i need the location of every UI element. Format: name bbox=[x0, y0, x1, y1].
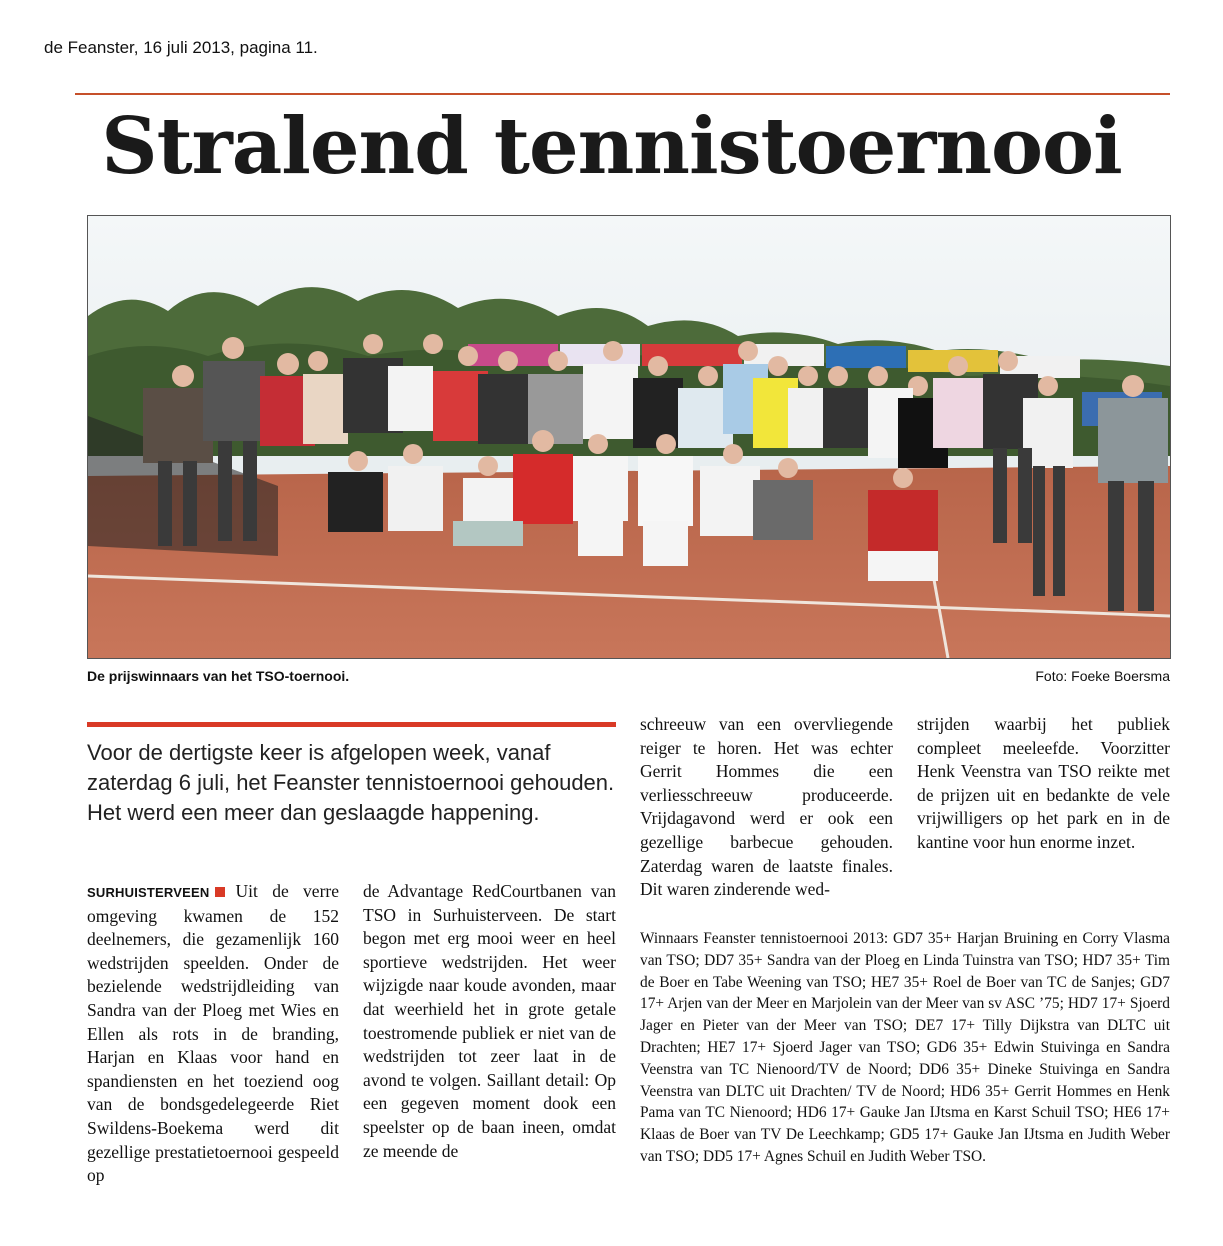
column-1-text: Uit de verre omgeving kwamen de 152 deelnemers, die gezamenlijk 160 wedstrijden speelden. Onder de bezielende wedstrijdleiding van Sandra van der Ploeg met Wies en Ellen als rots in de branding, Harjan en Klaas voor hand en spandiensten en het toeziend oog van de bondsgedelegeerde Riet Swildens-Boekema werd dit gezellige prestatietoernooi gespeeld op bbox=[87, 881, 339, 1186]
lead-paragraph bbox=[87, 738, 617, 828]
photo-credit: Foto: Foeke Boersma bbox=[1035, 668, 1170, 684]
headline: Stralend tennistoernooi bbox=[101, 101, 1122, 192]
article-column-1 bbox=[87, 880, 339, 1188]
dateline-square-icon bbox=[215, 887, 225, 897]
article-column-4 bbox=[917, 713, 1170, 855]
winners-list bbox=[640, 928, 1170, 1168]
header-rule bbox=[75, 93, 1170, 95]
source-line: de Feanster, 16 juli 2013, pagina 11. bbox=[44, 38, 318, 57]
winners-text: Winnaars Feanster tennistoernooi 2013: GD7 35+ Harjan Bruining en Corry Vlasma van TSO; DD7 35+ Sandra van der Ploeg en Linda Tuinstra van TSO; HD7 35+ Tim de Boer en Tabe Weening van TSO; HE7 35+ Roel de Boer van TC de Sanjes; GD7 17+ Arjen van der Meer en Marjolein van der Meer van sv ASC ’75; HD7 17+ Sjoerd Jager en Pieter van der Meer van TSO; DE7 17+ Tilly Dijkstra van DLTC uit Drachten; HE7 17+ Sjoerd Jager van TSO; GD6 35+ Edwin Stuivinga en Sandra Veenstra van TC Nienoord/TV de Noord; DD6 35+ Dineke Stuivinga en Sandra Veenstra van DLTC uit Drachten/ TV de Noord; HD6 35+ Gerrit Hommes en Henk Pama van TC Nienoord; HD6 17+ Gauke Jan IJtsma en Karst Schuil TSO; HE6 17+ Klaas de Boer van TV De Leechkamp; GD5 17+ Gauke Jan IJtsma en Judith Weber van TSO; DD5 17+ Agnes Schuil en Judith Weber TSO. bbox=[640, 930, 1170, 1165]
column-4-text: strijden waarbij het publiek compleet meeleefde. Voorzitter Henk Veenstra van TSO reikte met de prijzen uit en bedankte de vele vrijwilligers op het park en in de kantine voor hun enorme inzet. bbox=[917, 714, 1170, 852]
article-column-2 bbox=[363, 880, 616, 1163]
article-column-3 bbox=[640, 713, 893, 902]
dateline: SURHUISTERVEEN bbox=[87, 885, 210, 900]
group-photo bbox=[87, 215, 1171, 659]
lead-text: Voor de dertigste keer is afgelopen week, vanaf zaterdag 6 juli, het Feanster tennistoernooi gehouden. Het werd een meer dan geslaagde happening. bbox=[87, 740, 615, 825]
photo-caption: De prijswinnaars van het TSO-toernooi. bbox=[87, 668, 350, 684]
lead-rule bbox=[87, 722, 616, 727]
column-2-text: de Advantage RedCourtbanen van TSO in Surhuisterveen. De start begon met erg mooi weer en heel sportieve wedstrijden. Het weer wijzigde naar koude avonden, maar dat weerhield het in grote getale toestromende publiek er niet van de wedstrijden tot zeer laat in de avond te volgen. Saillant detail: Op een gegeven moment dook een speelster op de baan ineen, omdat ze meende de bbox=[363, 881, 616, 1161]
column-3-text: schreeuw van een overvliegende reiger te horen. Het was echter Gerrit Hommes die een verliesschreeuw produceerde. Vrijdagavond werd er ook een gezellige barbecue gehouden. Zaterdag waren de laatste finales. Dit waren zinderende wed- bbox=[640, 714, 893, 900]
